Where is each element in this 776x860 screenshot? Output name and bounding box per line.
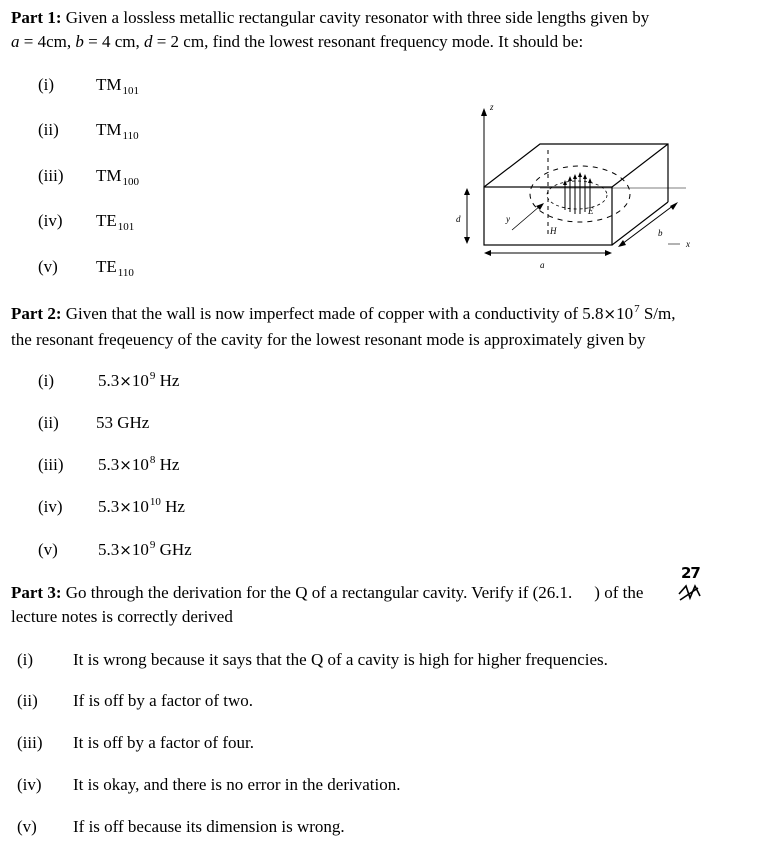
label-h: H (550, 226, 557, 236)
part3-text-line1: Go through the derivation for the Q of a rectangular cavity. Verify if (26.1. (61, 583, 573, 602)
option-number: (v) (38, 540, 58, 559)
box-back-edges (484, 144, 668, 202)
y-axis (512, 206, 540, 230)
option-number: (iii) (38, 166, 64, 185)
var-a: a (11, 32, 20, 51)
part3-text-line1-end: ) of the (594, 583, 644, 602)
part1-text-line1: Given a lossless metallic rectangular cavity resonator with three side lengths given by (61, 8, 650, 27)
part2-question (11, 302, 771, 352)
d-arrow-up-icon (464, 188, 470, 195)
mode-label: $TM_{100}$ (96, 166, 139, 188)
box-edge (612, 144, 668, 187)
part3-text-line2: lecture notes is correctly derived (11, 607, 233, 626)
option-number: (iv) (38, 211, 63, 230)
times-symbol: × (603, 305, 617, 323)
conductivity-exp: 7 (634, 303, 640, 315)
h-field-inner (547, 181, 607, 209)
y-axis-arrow-icon (536, 203, 544, 210)
b-arrow-icon (670, 202, 678, 210)
option-number: (i) (17, 650, 34, 669)
part1-question (11, 6, 771, 54)
label-a: a (540, 260, 545, 270)
option-number: (iv) (17, 775, 42, 794)
conductivity-unit: S/m, (639, 304, 676, 323)
option-text: It is off by a factor of four. (73, 733, 254, 752)
box-edge (612, 202, 668, 245)
part1-text-tail: , find the lowest resonant frequency mode. It should be: (204, 32, 584, 51)
option-number: (iv) (38, 497, 63, 516)
label-b: b (658, 228, 663, 238)
handwritten-correction: 27 (681, 564, 700, 582)
mode-label: $TM_{101}$ (96, 75, 139, 97)
mode-label: $TE_{110}$ (96, 257, 134, 279)
var-d: d (143, 32, 153, 51)
option-number: (v) (38, 257, 58, 276)
val-d: = 2 cm (152, 32, 205, 51)
option-number: (v) (17, 817, 37, 836)
d-arrow-down-icon (464, 237, 470, 244)
mode-label: $TM_{110}$ (96, 120, 139, 142)
b-dimension (622, 205, 674, 244)
var-b: b (75, 32, 84, 51)
option-number: (ii) (38, 413, 59, 432)
val-a: = 4cm, (19, 32, 72, 51)
part3-question (11, 581, 771, 629)
frequency-value: 53 GHz (96, 413, 150, 432)
option-number: (i) (38, 371, 55, 390)
part2-text-line2: the resonant freqeuency of the cavity for the lowest resonant mode is approximately given by (11, 330, 646, 349)
frequency-value: $5.3\times 10^9$ GHz (98, 539, 192, 559)
z-axis-arrow-icon (481, 108, 487, 116)
e-field-arrowheads (563, 172, 592, 185)
part3-label: Part 3: (11, 583, 62, 602)
scribble-strike-icon (676, 580, 704, 606)
option-text: It is wrong because it says that the Q of a cavity is high for higher frequencies. (73, 650, 608, 669)
option-text: If is off by a factor of two. (73, 691, 254, 710)
val-b: = 4 cm, (83, 32, 140, 51)
a-arrow-right-icon (605, 250, 612, 256)
label-z: z (490, 102, 494, 112)
part2-label: Part 2: (11, 304, 62, 323)
mode-label: $TE_{101}$ (96, 211, 135, 233)
option-text: If is off because its dimension is wrong. (73, 817, 345, 836)
option-text: It is okay, and there is no error in the derivation. (73, 775, 401, 794)
part2-text-line1: Given that the wall is now imperfect made of copper with a conductivity of 5.8 (61, 304, 604, 323)
label-d: d (456, 214, 461, 224)
b-arrow-icon (618, 240, 626, 247)
option-number: (i) (38, 75, 55, 94)
frequency-value: $5.3\times 10^{10}$ Hz (98, 496, 185, 516)
label-y: y (506, 214, 510, 224)
frequency-value: $5.3\times 10^8$ Hz (98, 454, 180, 474)
label-x: x (686, 239, 690, 249)
cavity-diagram (450, 95, 710, 275)
a-arrow-left-icon (484, 250, 491, 256)
option-number: (ii) (17, 691, 38, 710)
part1-label: Part 1: (11, 8, 62, 27)
label-e: E (588, 206, 594, 216)
frequency-value: $5.3\times 10^9$ Hz (98, 370, 180, 390)
option-number: (iii) (38, 455, 64, 474)
conductivity-base: 10 (616, 304, 634, 323)
option-number: (ii) (38, 120, 59, 139)
option-number: (iii) (17, 733, 43, 752)
